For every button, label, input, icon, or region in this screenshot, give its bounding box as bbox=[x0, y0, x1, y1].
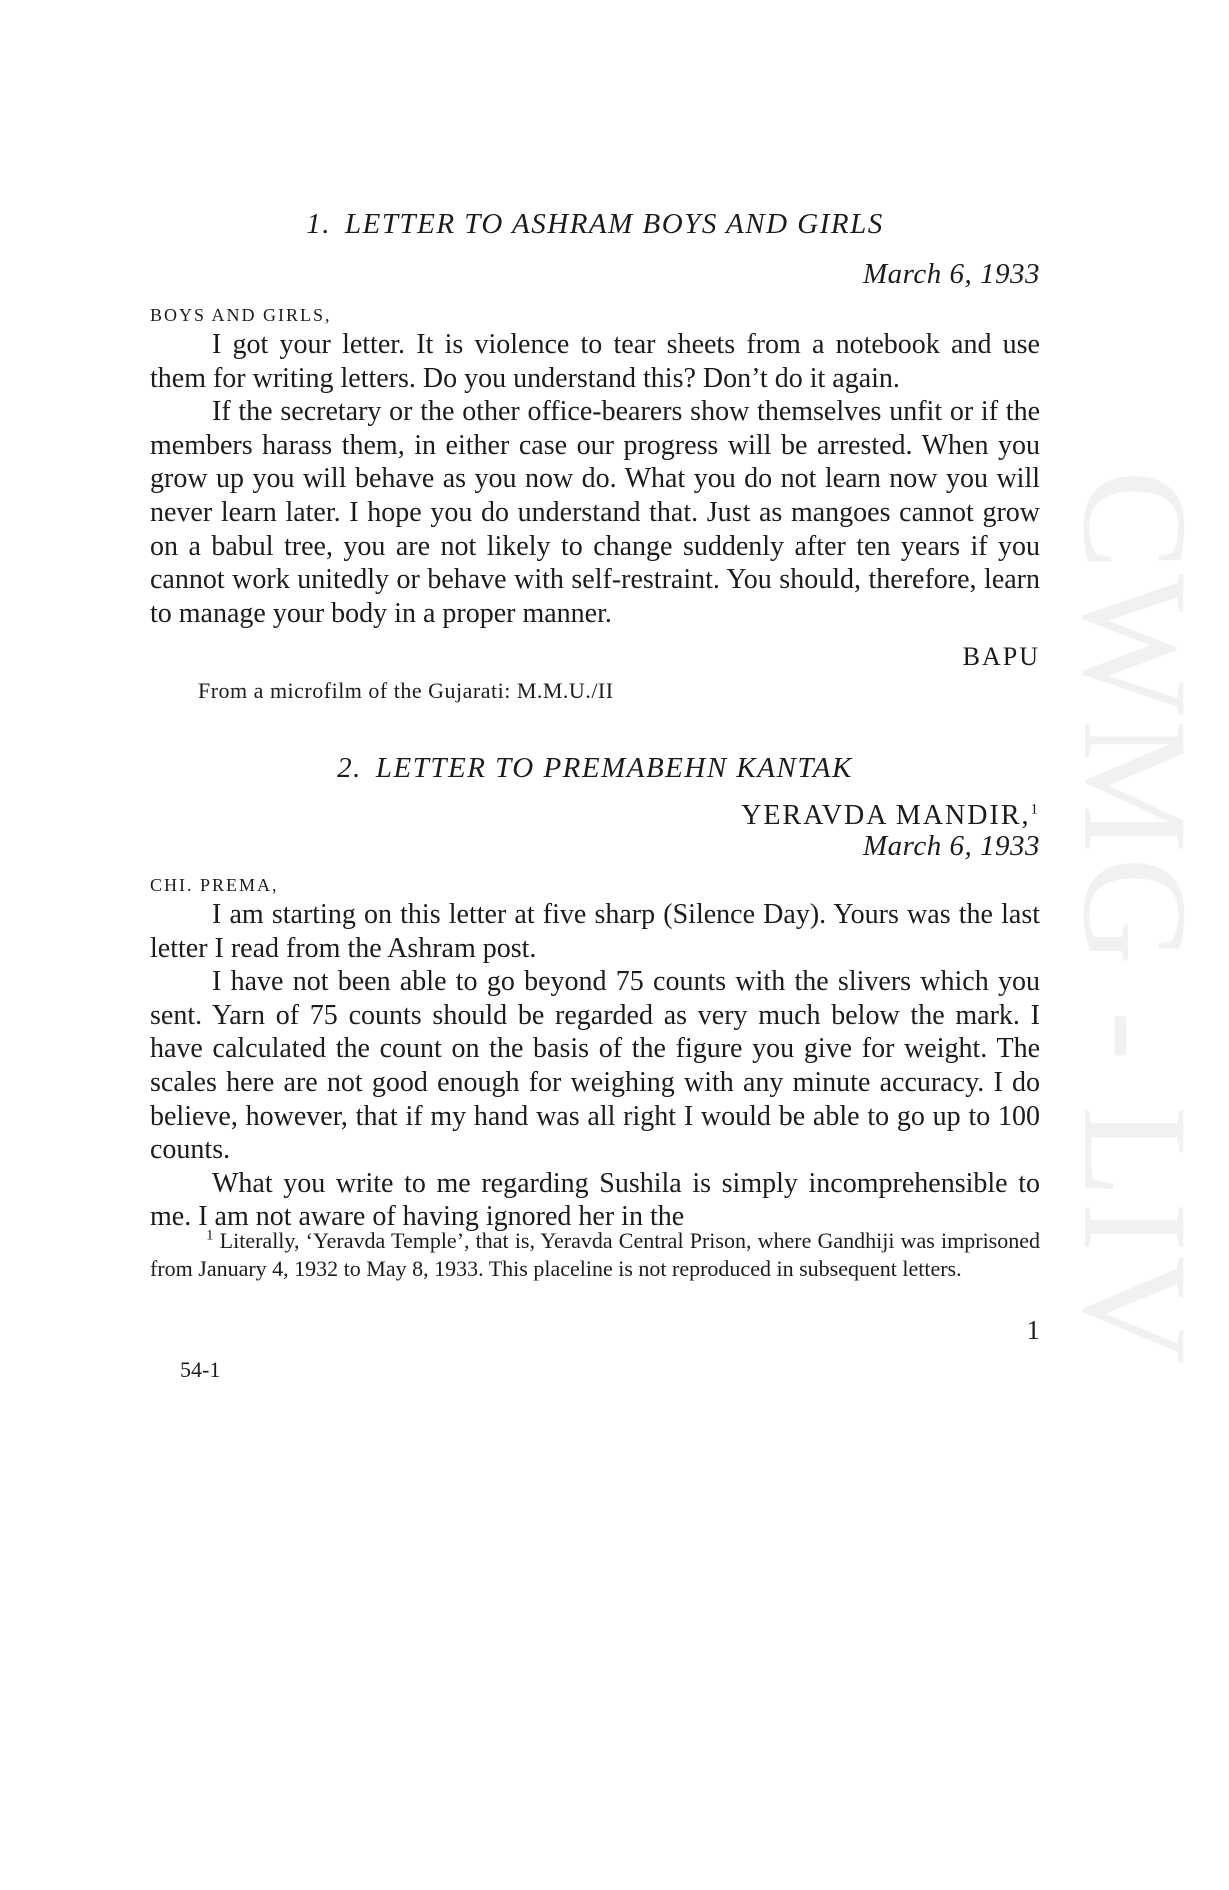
letter2-place bbox=[741, 800, 1040, 832]
letter2-paragraph: I have not been able to go beyond 75 counts with the slivers which you sent. Yarn of 75 counts should be regarded as very much below the mark. I have calculated the count on the basis of the figure you give for weight. The scales here are not good enough for weighing with any minute accuracy. I do believe, however, that if my hand was all right I would be able to go up to 100 counts. bbox=[150, 966, 1040, 1166]
letter2-number: 2. bbox=[337, 752, 362, 784]
letter2-date: March 6, 1933 bbox=[863, 830, 1040, 862]
footnote bbox=[150, 1227, 1040, 1283]
letter2-heading bbox=[150, 752, 1040, 785]
letter2-paragraph: I am starting on this letter at five sharp (Silence Day). Yours was the last letter I read from the Ashram post. bbox=[150, 899, 1040, 964]
footnote-mark: 1 bbox=[206, 1227, 214, 1244]
page-number: 1 bbox=[1026, 1315, 1040, 1345]
letter2-title: LETTER TO PREMABEHN KANTAK bbox=[375, 752, 853, 784]
page bbox=[150, 0, 1040, 1890]
letter2-salutation: CHI. PREMA, bbox=[150, 875, 279, 895]
letter1-number: 1. bbox=[306, 208, 331, 240]
letter1-salutation: BOYS AND GIRLS, bbox=[150, 305, 332, 325]
letter1-paragraph: I got your letter. It is violence to tear sheets from a notebook and use them for writing letters. Do you understand this? Don’t do it again. bbox=[150, 329, 1040, 394]
letter2-place-text: YERAVDA MANDIR, bbox=[741, 800, 1031, 831]
letter2-body bbox=[150, 898, 1040, 1234]
footnote-reference: 1 bbox=[1030, 801, 1040, 818]
letter1-paragraph: If the secretary or the other office-bearers show themselves unfit or if the members harass them, in either case our progress will be arrested. When you grow up you will behave as you now do. What you do not learn now you will never learn later. I hope you do understand that. Just as mangoes cannot grow on a babul tree, you are not likely to change suddenly after ten years if you cannot work unitedly or behave with self-restraint. You should, therefore, learn to manage your body in a proper manner. bbox=[150, 396, 1040, 629]
letter1-signature: BAPU bbox=[962, 642, 1040, 671]
footnote-text: Literally, ‘Yeravda Temple’, that is, Yeravda Central Prison, where Gandhiji was imprisoned from January 4, 1932 to May 8, 1933. This placeline is not reproduced in subsequent letters. bbox=[150, 1228, 1041, 1281]
printer-signature-mark: 54-1 bbox=[180, 1357, 221, 1382]
letter1-date: March 6, 1933 bbox=[863, 258, 1040, 290]
letter1-body bbox=[150, 328, 1040, 630]
watermark: CWMG - LIV bbox=[1052, 470, 1218, 1369]
letter1-title: LETTER TO ASHRAM BOYS AND GIRLS bbox=[345, 208, 884, 240]
letter2-paragraph: What you write to me regarding Sushila is simply incomprehensible to me. I am not aware of having ignored her in the bbox=[150, 1167, 1040, 1233]
letter1-heading bbox=[150, 208, 1040, 241]
letter1-source: From a microfilm of the Gujarati: M.M.U./II bbox=[198, 678, 614, 703]
